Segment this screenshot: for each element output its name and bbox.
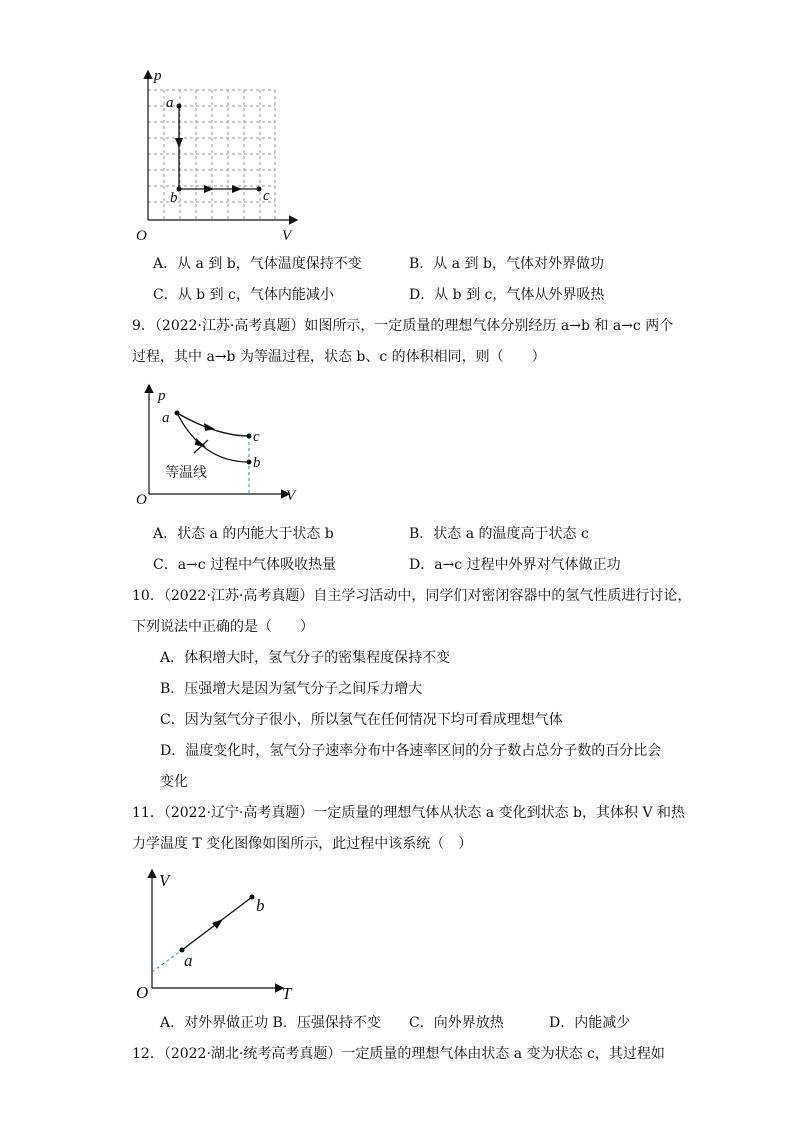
point-c (257, 187, 262, 192)
q10-option-d-line1: D．温度变化时，氢气分子速率分布中各速率区间的分子数占总分子数的百分比会 (160, 743, 662, 759)
label-b: b (256, 896, 265, 915)
arrow-icon (212, 919, 223, 929)
q11-stem-line2: 力学温度 T 变化图像如图所示，此过程中该系统（ ） (132, 836, 473, 852)
q9-option-c: C．a→c 过程中气体吸收热量 (153, 557, 337, 573)
q8-pv-diagram (132, 62, 307, 244)
arrow-down-icon (175, 138, 183, 148)
q9-option-b: B．状态 a 的温度高于状态 c (409, 526, 589, 542)
label-b: b (170, 190, 178, 206)
label-b: b (253, 455, 261, 471)
axis-label-v: V (286, 488, 296, 504)
point-c (247, 434, 252, 439)
arrow-icon (195, 438, 206, 447)
q10-option-c: C．因为氢气分子很小，所以氢气在任何情况下均可看成理想气体 (160, 712, 563, 728)
point-b (247, 460, 252, 465)
q9-option-a: A．状态 a 的内能大于状态 b (153, 526, 334, 542)
q9-stem-line2: 过程，其中 a→b 为等温过程，状态 b、c 的体积相同，则（ ） (132, 349, 546, 365)
q8-option-c: C．从 b 到 c，气体内能减小 (153, 287, 334, 303)
origin-label: O (136, 492, 147, 508)
point-a (177, 104, 182, 109)
point-b (250, 895, 255, 900)
q9-stem-line1: 9．（2022·江苏·高考真题）如图所示，一定质量的理想气体分别经历 a→b 和 a→c 两个 (132, 318, 674, 334)
q11-option-c: C．向外界放热 (409, 1015, 504, 1031)
label-c: c (263, 188, 270, 204)
axis-label-p: p (158, 388, 166, 404)
q10-option-d-line2: 变化 (160, 774, 188, 790)
q11-vt-diagram (132, 866, 302, 1006)
label-a: a (166, 95, 174, 111)
q11-option-a-b: A．对外界做正功 B．压强保持不变 (160, 1015, 381, 1031)
label-a: a (184, 951, 193, 970)
q8-option-b: B．从 a 到 b，气体对外界做功 (409, 256, 604, 272)
q11-stem-line1: 11．（2022·辽宁·高考真题）一定质量的理想气体从状态 a 变化到状态 b，其体积 V 和热 (132, 805, 686, 821)
q11-option-d: D．内能减少 (549, 1015, 631, 1031)
extension-dashed-line (152, 950, 182, 972)
axis-label-t: T (282, 984, 292, 1003)
axis-label-v: V (282, 228, 292, 244)
q10-stem-line2: 下列说法中正确的是（ ） (132, 619, 314, 635)
q10-stem-line1: 10．（2022·江苏·高考真题）自主学习活动中，同学们对密闭容器中的氢气性质进行讨论， (132, 588, 692, 604)
axis-label-p: p (154, 68, 162, 84)
q10-option-a: A．体积增大时，氢气分子的密集程度保持不变 (160, 650, 451, 666)
q9-option-d: D．a→c 过程中外界对气体做正功 (409, 557, 621, 573)
axis-label-v: V (159, 871, 170, 890)
q10-option-b: B．压强增大是因为氢气分子之间斥力增大 (160, 681, 423, 697)
q9-pv-diagram (132, 380, 312, 508)
origin-label: O (136, 983, 149, 1002)
origin-label: O (136, 228, 147, 244)
q8-option-d: D．从 b 到 c，气体从外界吸热 (409, 287, 605, 303)
isotherm-curve-a-b (177, 413, 249, 462)
label-c: c (253, 429, 260, 445)
point-a (175, 411, 180, 416)
label-a: a (162, 410, 170, 426)
q12-stem-line1: 12．（2022·湖北·统考高考真题）一定质量的理想气体由状态 a 变为状态 c，其过程如 (132, 1046, 665, 1062)
q8-option-a: A．从 a 到 b，气体温度保持不变 (153, 256, 362, 272)
curve-a-c (177, 413, 249, 436)
isotherm-label: 等温线 (165, 465, 207, 481)
